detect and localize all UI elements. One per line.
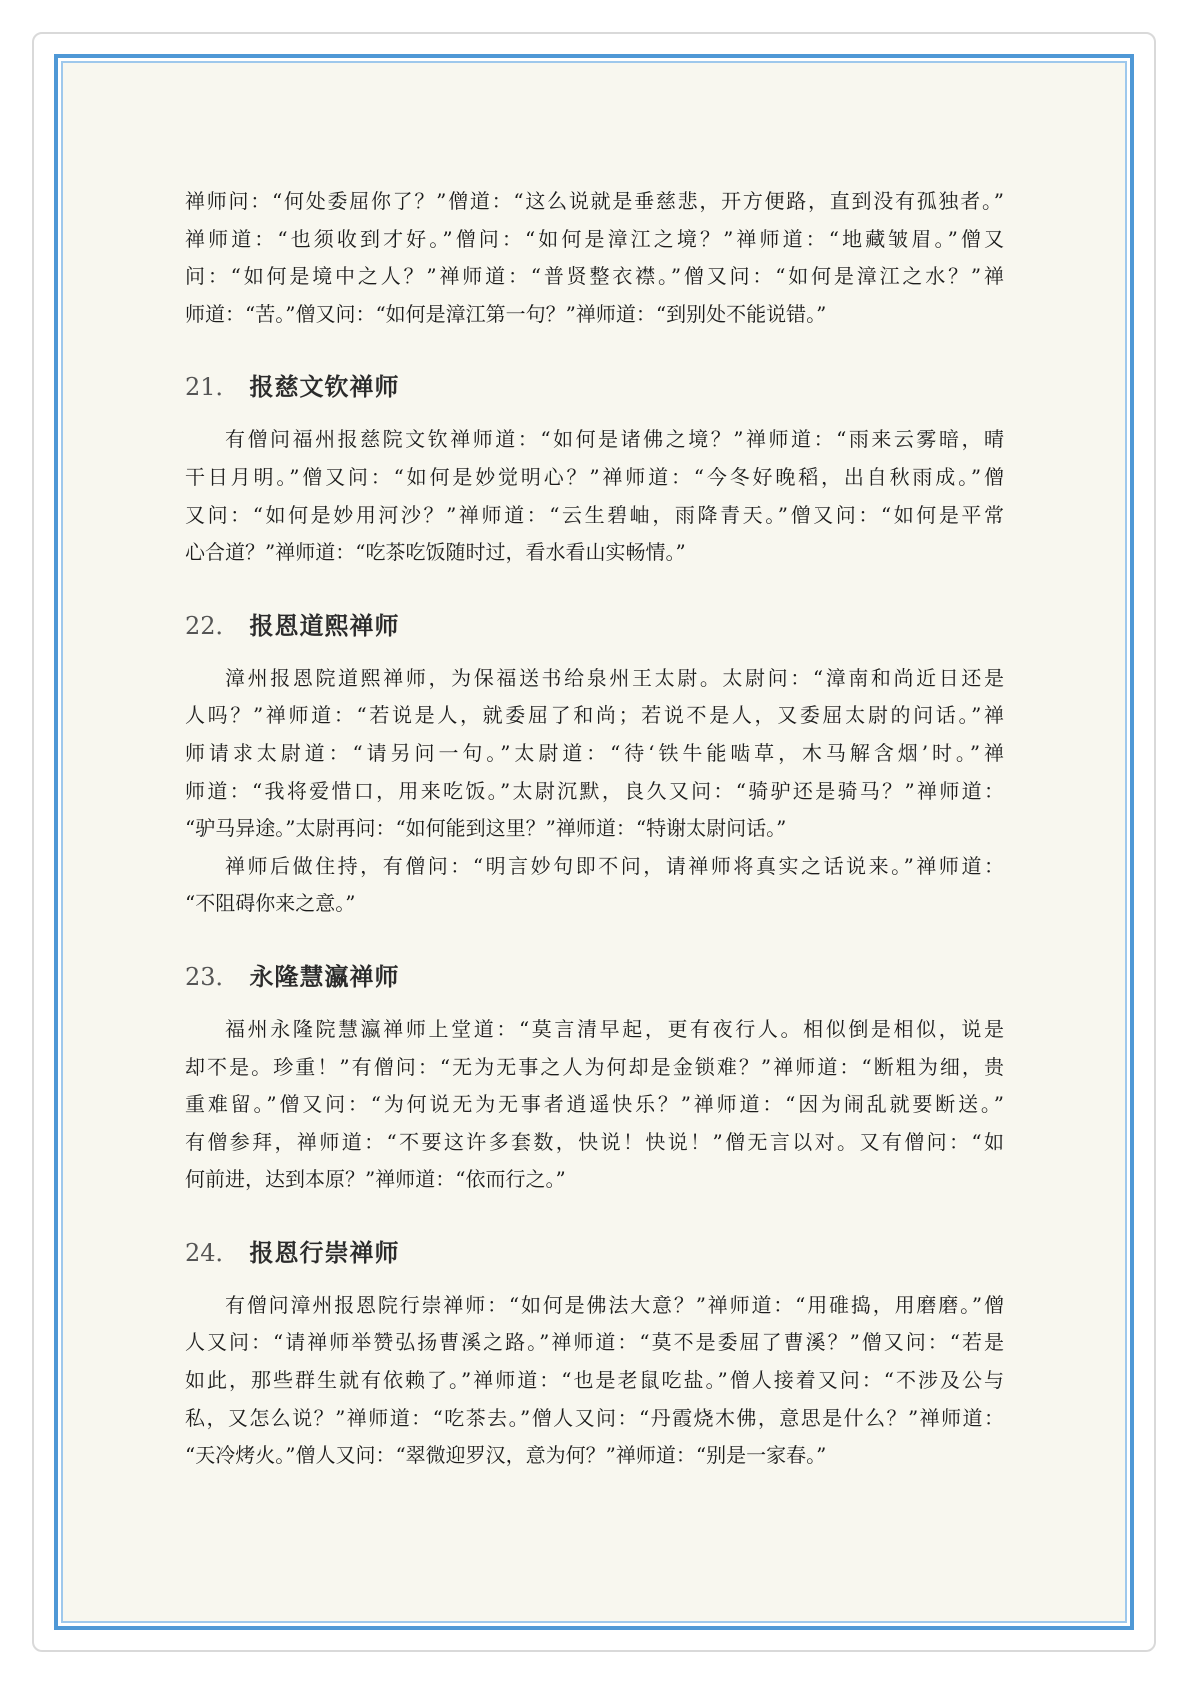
paragraph bbox=[185, 660, 1004, 848]
text-line: 禅师后做住持，有僧问：“明言妙句即不问，请禅师将真实之话说来。”禅师道： bbox=[225, 853, 1004, 878]
intro-paragraph bbox=[185, 183, 1004, 333]
text-line: 心合道？”禅师道：“吃茶吃饭随时过，看水看山实畅情。” bbox=[185, 540, 686, 565]
text-line: 又问：“如何是妙用河沙？”禅师道：“云生碧岫，雨降青天。”僧又问：“如何是平常 bbox=[185, 502, 1004, 527]
text-line: 有僧参拜，禅师道：“不要这许多套数，快说！快说！”僧无言以对。又有僧问：“如 bbox=[185, 1129, 1004, 1154]
section-number: 23． bbox=[185, 962, 240, 991]
section-heading bbox=[185, 957, 1004, 997]
text-line: 禅师道：“也须收到才好。”僧问：“如何是漳江之境？”禅师道：“地藏皱眉。”僧又 bbox=[185, 226, 1004, 251]
section-number: 22． bbox=[185, 611, 240, 640]
text-line: 却不是。珍重！”有僧问：“无为无事之人为何却是金锁难？”禅师道：“断粗为细，贵 bbox=[185, 1054, 1004, 1079]
section-22 bbox=[185, 606, 1004, 923]
section-23 bbox=[185, 957, 1004, 1199]
paragraph bbox=[185, 848, 1004, 923]
text-line: 漳州报恩院道熙禅师，为保福送书给泉州王太尉。太尉问：“漳南和尚近日还是 bbox=[225, 665, 1004, 690]
text-line: 干日月明。”僧又问：“如何是妙觉明心？”禅师道：“今冬好晚稻，出自秋雨成。”僧 bbox=[185, 464, 1004, 489]
text-line: 师道：“苦。”僧又问：“如何是漳江第一句？”禅师道：“到别处不能说错。” bbox=[185, 301, 827, 326]
text-line: 福州永隆院慧瀛禅师上堂道：“莫言清早起，更有夜行人。相似倒是相似，说是 bbox=[225, 1016, 1004, 1041]
text-line: 师请求太尉道：“请另问一句。”太尉道：“待‘铁牛能啮草，木马解含烟’时。”禅 bbox=[185, 740, 1004, 765]
text-line: 有僧问漳州报恩院行崇禅师：“如何是佛法大意？”禅师道：“用碓捣，用磨磨。”僧 bbox=[225, 1292, 1004, 1317]
paragraph bbox=[185, 1011, 1004, 1199]
section-number: 21． bbox=[185, 373, 240, 402]
text-line: 重难留。”僧又问：“为何说无为无事者逍遥快乐？”禅师道：“因为闹乱就要断送。” bbox=[185, 1092, 1004, 1117]
text-line: “驴马异途。”太尉再问：“如何能到这里？”禅师道：“特谢太尉问话。” bbox=[185, 816, 787, 841]
section-title: 永隆慧瀛禅师 bbox=[249, 961, 400, 991]
text-line: 如此，那些群生就有依赖了。”禅师道：“也是老鼠吃盐。”僧人接着又问：“不涉及公与 bbox=[185, 1368, 1004, 1393]
text-line: 禅师问：“何处委屈你了？”僧道：“这么说就是垂慈悲，开方便路，直到没有孤独者。” bbox=[185, 189, 1004, 213]
text-line: “不阻碍你来之意。” bbox=[185, 891, 356, 916]
page-content bbox=[185, 183, 1004, 1475]
text-line: 问：“如何是境中之人？”禅师道：“普贤整衣襟。”僧又问：“如何是漳江之水？”禅 bbox=[185, 264, 1004, 289]
text-line: 人又问：“请禅师举赞弘扬曹溪之路。”禅师道：“莫不是委屈了曹溪？”僧又问：“若是 bbox=[185, 1330, 1004, 1355]
section-title: 报恩道熙禅师 bbox=[249, 610, 400, 640]
section-24 bbox=[185, 1233, 1004, 1475]
section-title: 报恩行崇禅师 bbox=[249, 1237, 400, 1267]
section-heading bbox=[185, 1233, 1004, 1273]
section-heading bbox=[185, 367, 1004, 407]
section-21 bbox=[185, 367, 1004, 571]
paragraph bbox=[185, 421, 1004, 571]
text-line: 何前进，达到本原？”禅师道：“依而行之。” bbox=[185, 1167, 566, 1192]
section-title: 报慈文钦禅师 bbox=[249, 372, 400, 402]
text-line: 私，又怎么说？”禅师道：“吃茶去。”僧人又问：“丹霞烧木佛，意思是什么？”禅师道： bbox=[185, 1405, 1004, 1430]
text-line: “天冷烤火。”僧人又问：“翠微迎罗汉，意为何？”禅师道：“别是一家春。” bbox=[185, 1443, 827, 1468]
paragraph bbox=[185, 1287, 1004, 1475]
section-number: 24． bbox=[185, 1238, 240, 1267]
text-line: 有僧问福州报慈院文钦禅师道：“如何是诸佛之境？”禅师道：“雨来云雾暗，晴 bbox=[225, 427, 1004, 452]
text-line: 师道：“我将爱惜口，用来吃饭。”太尉沉默，良久又问：“骑驴还是骑马？”禅师道： bbox=[185, 778, 1004, 803]
section-heading bbox=[185, 606, 1004, 646]
text-line: 人吗？”禅师道：“若说是人，就委屈了和尚；若说不是人，又委屈太尉的问话。”禅 bbox=[185, 703, 1004, 728]
